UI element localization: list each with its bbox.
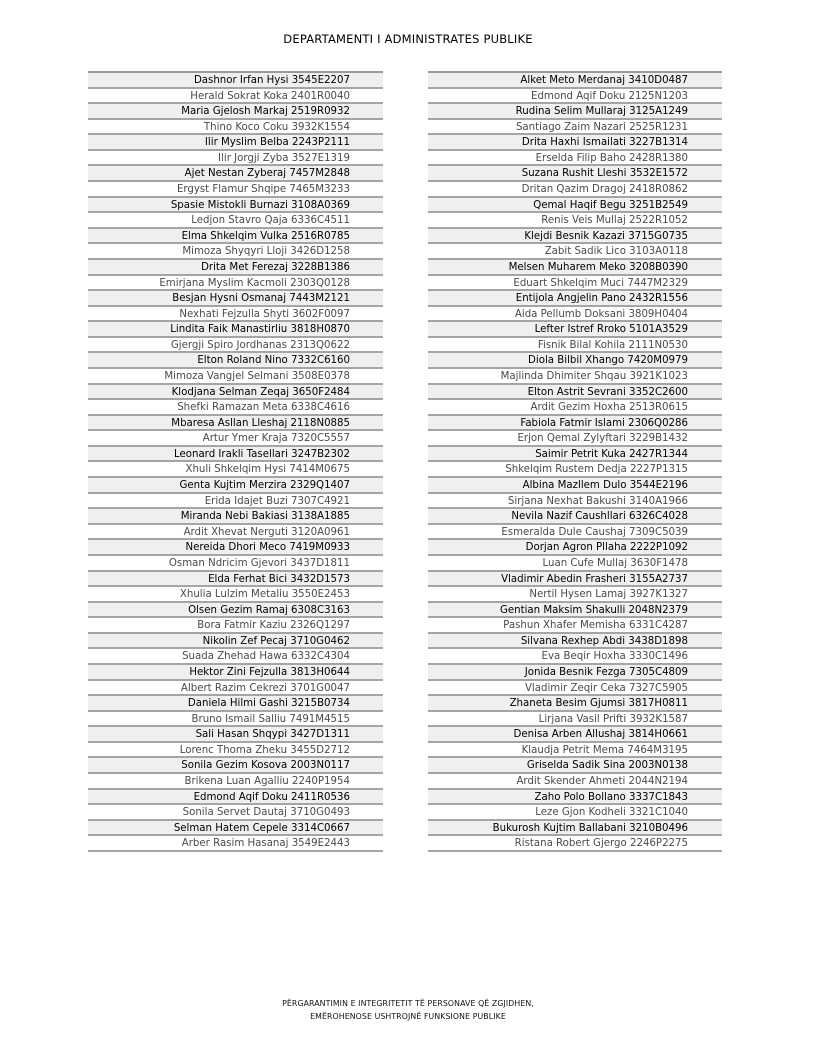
list-item: Arber Rasim Hasanaj 3549E2443 — [88, 836, 383, 852]
list-item: Sirjana Nexhat Bakushi 3140A1966 — [428, 494, 722, 510]
list-item: Ergyst Flamur Shqipe 7465M3233 — [88, 182, 383, 198]
list-item: Miranda Nebi Bakiasi 3138A1885 — [88, 509, 383, 525]
list-item: Ledjon Stavro Qaja 6336C4511 — [88, 213, 383, 229]
list-item: Ajet Nestan Zyberaj 7457M2848 — [88, 166, 383, 182]
list-item: Qemal Haqif Begu 3251B2549 — [428, 198, 722, 214]
list-item: Edmond Aqif Doku 2125N1203 — [428, 89, 722, 105]
list-item: Santiago Zaim Nazari 2525R1231 — [428, 120, 722, 136]
list-item: Nereida Dhori Meco 7419M0933 — [88, 540, 383, 556]
list-item: Elma Shkelqim Vulka 2516R0785 — [88, 229, 383, 245]
list-item: Eva Beqir Hoxha 3330C1496 — [428, 649, 722, 665]
list-item: Albina Mazllem Dulo 3544E2196 — [428, 478, 722, 494]
list-item: Erjon Qemal Zylyftari 3229B1432 — [428, 431, 722, 447]
list-item: Genta Kujtim Merzira 2329Q1407 — [88, 478, 383, 494]
list-item: Besjan Hysni Osmanaj 7443M2121 — [88, 291, 383, 307]
list-item: Diola Bilbil Xhango 7420M0979 — [428, 353, 722, 369]
list-item: Aida Pellumb Doksani 3809H0404 — [428, 307, 722, 323]
list-item: Shkelqim Rustem Dedja 2227P1315 — [428, 462, 722, 478]
list-item: Ilir Myslim Belba 2243P2111 — [88, 135, 383, 151]
list-item: Xhulia Lulzim Metaliu 3550E2453 — [88, 587, 383, 603]
list-item: Nertil Hysen Lamaj 3927K1327 — [428, 587, 722, 603]
list-item: Brikena Luan Agalliu 2240P1954 — [88, 774, 383, 790]
list-item: Sali Hasan Shqypi 3427D1311 — [88, 727, 383, 743]
list-item: Zaho Polo Bollano 3337C1843 — [428, 790, 722, 806]
list-item: Ilir Jorgji Zyba 3527E1319 — [88, 151, 383, 167]
list-item: Klejdi Besnik Kazazi 3715G0735 — [428, 229, 722, 245]
list-item: Lirjana Vasil Prifti 3932K1587 — [428, 712, 722, 728]
list-item: Emirjana Myslim Kacmoli 2303Q0128 — [88, 276, 383, 292]
list-item: Olsen Gezim Ramaj 6308C3163 — [88, 603, 383, 619]
list-item: Drita Haxhi Ismailati 3227B1314 — [428, 135, 722, 151]
list-item: Lindita Faik Manastirliu 3818H0870 — [88, 322, 383, 338]
list-item: Erselda Filip Baho 2428R1380 — [428, 151, 722, 167]
list-item: Nikolin Zef Pecaj 3710G0462 — [88, 634, 383, 650]
list-item: Griselda Sadik Sina 2003N0138 — [428, 758, 722, 774]
list-item: Edmond Aqif Doku 2411R0536 — [88, 790, 383, 806]
list-item: Renis Veis Mullaj 2522R1052 — [428, 213, 722, 229]
list-item: Mimoza Shyqyri Lloji 3426D1258 — [88, 244, 383, 260]
list-item: Jonida Besnik Fezga 7305C4809 — [428, 665, 722, 681]
list-item: Denisa Arben Allushaj 3814H0661 — [428, 727, 722, 743]
list-item: Selman Hatem Cepele 3314C0667 — [88, 821, 383, 837]
list-item: Sonila Gezim Kosova 2003N0117 — [88, 758, 383, 774]
footer-line-2: EMËROHENOSE USHTROJNË FUNKSIONE PUBLIKE — [310, 1012, 506, 1021]
list-item: Lefter Istref Rroko 5101A3529 — [428, 322, 722, 338]
list-item: Elda Ferhat Bici 3432D1573 — [88, 572, 383, 588]
list-item: Bukurosh Kujtim Ballabani 3210B0496 — [428, 821, 722, 837]
list-item: Spasie Mistokli Burnazi 3108A0369 — [88, 198, 383, 214]
list-item: Zabit Sadik Lico 3103A0118 — [428, 244, 722, 260]
list-item: Maria Gjelosh Markaj 2519R0932 — [88, 104, 383, 120]
list-item: Pashun Xhafer Memisha 6331C4287 — [428, 618, 722, 634]
list-item: Herald Sokrat Koka 2401R0040 — [88, 89, 383, 105]
list-item: Vladimir Abedin Frasheri 3155A2737 — [428, 572, 722, 588]
list-item: Artur Ymer Kraja 7320C5557 — [88, 431, 383, 447]
list-item: Melsen Muharem Meko 3208B0390 — [428, 260, 722, 276]
list-item: Dritan Qazim Dragoj 2418R0862 — [428, 182, 722, 198]
list-item: Gentian Maksim Shakulli 2048N2379 — [428, 603, 722, 619]
list-item: Shefki Ramazan Meta 6338C4616 — [88, 400, 383, 416]
list-item: Xhuli Shkelqim Hysi 7414M0675 — [88, 462, 383, 478]
list-item: Suada Zhehad Hawa 6332C4304 — [88, 649, 383, 665]
list-item: Sonila Servet Dautaj 3710G0493 — [88, 805, 383, 821]
list-item: Silvana Rexhep Abdi 3438D1898 — [428, 634, 722, 650]
list-item: Bruno Ismail Salliu 7491M4515 — [88, 712, 383, 728]
list-item: Dorjan Agron Pllaha 2222P1092 — [428, 540, 722, 556]
list-item: Ardit Gezim Hoxha 2513R0615 — [428, 400, 722, 416]
list-item: Lorenc Thoma Zheku 3455D2712 — [88, 743, 383, 759]
list-item: Thino Koco Coku 3932K1554 — [88, 120, 383, 136]
right-name-list — [428, 71, 722, 852]
list-item: Zhaneta Besim Gjumsi 3817H0811 — [428, 696, 722, 712]
list-item: Alket Meto Merdanaj 3410D0487 — [428, 73, 722, 89]
list-item: Majlinda Dhimiter Shqau 3921K1023 — [428, 369, 722, 385]
list-item: Albert Razim Cekrezi 3701G0047 — [88, 681, 383, 697]
list-item: Ristana Robert Gjergo 2246P2275 — [428, 836, 722, 852]
list-item: Daniela Hilmi Gashi 3215B0734 — [88, 696, 383, 712]
list-item: Vladimir Zeqir Ceka 7327C5905 — [428, 681, 722, 697]
list-item: Ardit Skender Ahmeti 2044N2194 — [428, 774, 722, 790]
list-item: Entijola Angjelin Pano 2432R1556 — [428, 291, 722, 307]
page-footer — [0, 997, 816, 1023]
list-item: Esmeralda Dule Caushaj 7309C5039 — [428, 525, 722, 541]
list-item: Elton Roland Nino 7332C6160 — [88, 353, 383, 369]
list-item: Leze Gjon Kodheli 3321C1040 — [428, 805, 722, 821]
page-title: DEPARTAMENTI I ADMINISTRATES PUBLIKE — [283, 32, 533, 46]
footer-line-1: PËRGARANTIMIN E INTEGRITETIT TË PERSONAVE QË ZGJIDHEN, — [282, 999, 534, 1008]
list-item: Nexhati Fejzulla Shyti 3602F0097 — [88, 307, 383, 323]
list-item: Fisnik Bilal Kohila 2111N0530 — [428, 338, 722, 354]
list-item: Hektor Zini Fejzulla 3813H0644 — [88, 665, 383, 681]
list-item: Klaudja Petrit Mema 7464M3195 — [428, 743, 722, 759]
list-item: Osman Ndricim Gjevori 3437D1811 — [88, 556, 383, 572]
list-item: Saimir Petrit Kuka 2427R1344 — [428, 447, 722, 463]
list-item: Nevila Nazif Caushllari 6326C4028 — [428, 509, 722, 525]
list-item: Elton Astrit Sevrani 3352C2600 — [428, 385, 722, 401]
list-item: Bora Fatmir Kaziu 2326Q1297 — [88, 618, 383, 634]
list-item: Mbaresa Asllan Lleshaj 2118N0885 — [88, 416, 383, 432]
list-item: Leonard Irakli Tasellari 3247B2302 — [88, 447, 383, 463]
list-item: Drita Met Ferezaj 3228B1386 — [88, 260, 383, 276]
list-item: Erida Idajet Buzi 7307C4921 — [88, 494, 383, 510]
list-item: Ardit Xhevat Nerguti 3120A0961 — [88, 525, 383, 541]
list-item: Mimoza Vangjel Selmani 3508E0378 — [88, 369, 383, 385]
list-item: Fabiola Fatmir Islami 2306Q0286 — [428, 416, 722, 432]
list-item: Dashnor Irfan Hysi 3545E2207 — [88, 73, 383, 89]
list-item: Rudina Selim Mullaraj 3125A1249 — [428, 104, 722, 120]
list-item: Suzana Rushit Lleshi 3532E1572 — [428, 166, 722, 182]
list-item: Gjergji Spiro Jordhanas 2313Q0622 — [88, 338, 383, 354]
left-name-list — [88, 71, 383, 852]
list-item: Luan Cufe Mullaj 3630F1478 — [428, 556, 722, 572]
list-item: Klodjana Selman Zeqaj 3650F2484 — [88, 385, 383, 401]
list-item: Eduart Shkelqim Muci 7447M2329 — [428, 276, 722, 292]
